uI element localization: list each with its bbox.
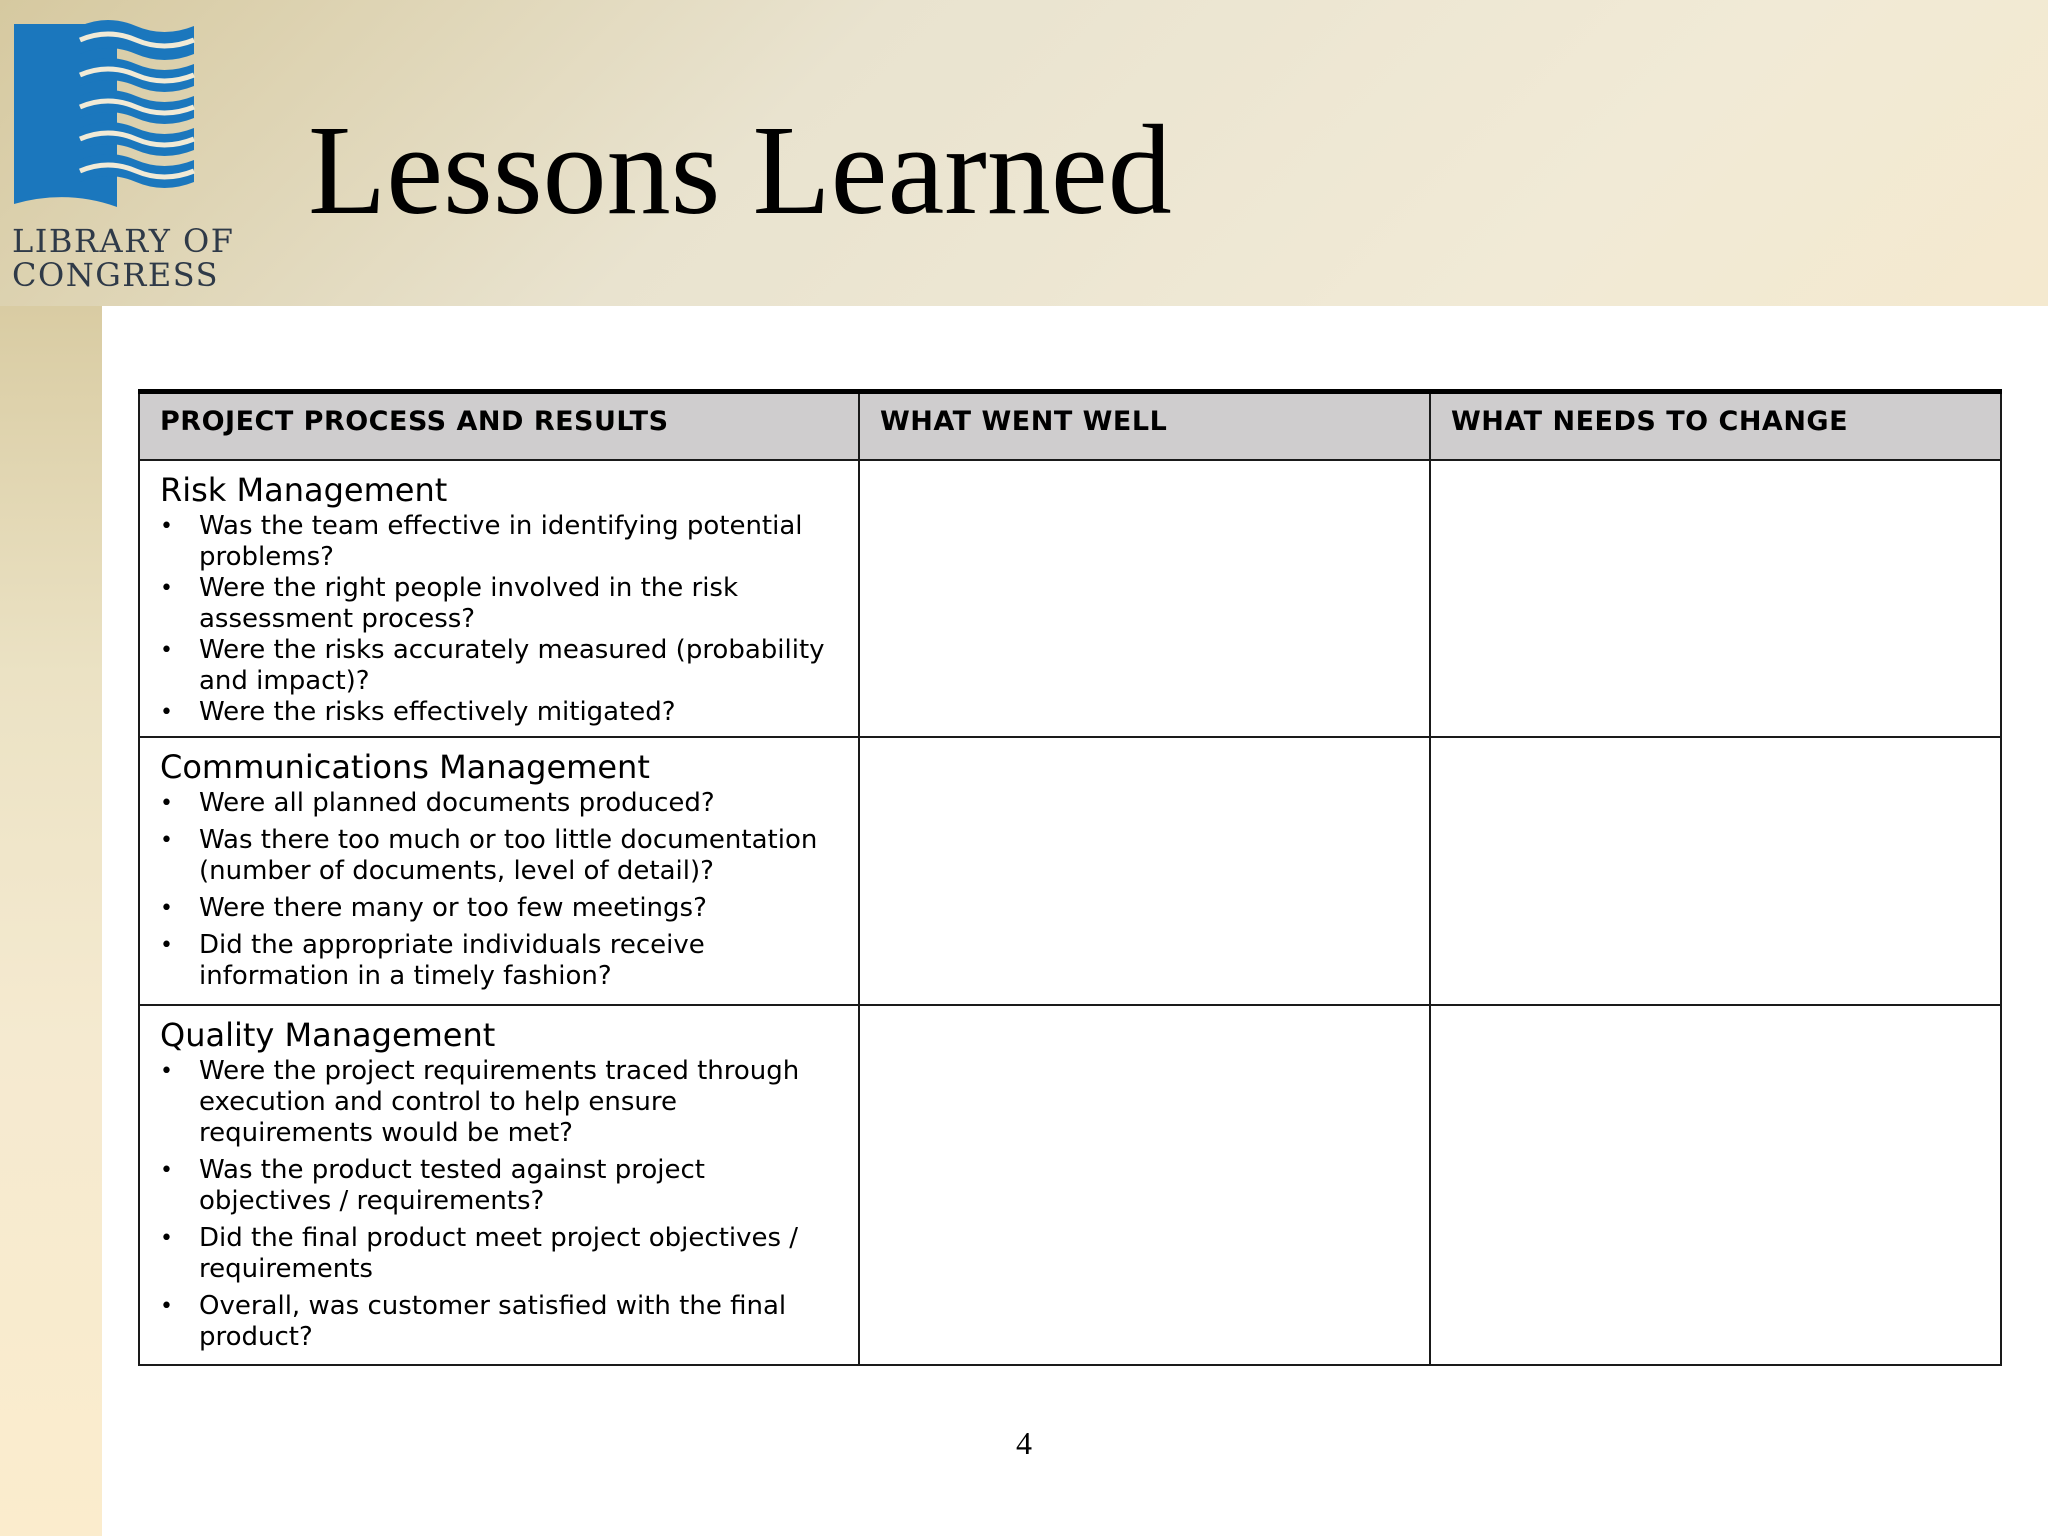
- question-list: [160, 1056, 838, 1353]
- slide-title: Lessons Learned: [308, 99, 1172, 241]
- list-item: • Were all planned documents produced?: [160, 788, 838, 819]
- list-item: • Were the project requirements traced through execution and control to help ensure requirements would be met?: [160, 1056, 838, 1149]
- header-project-process: PROJECT PROCESS AND RESULTS: [139, 392, 859, 461]
- process-cell: [139, 1005, 859, 1365]
- list-item: • Was the team effective in identifying potential problems?: [160, 511, 838, 573]
- header-what-went-well: WHAT WENT WELL: [859, 392, 1430, 461]
- question-list: [160, 788, 838, 992]
- list-item: • Was there too much or too little documentation (number of documents, level of detail)?: [160, 825, 838, 887]
- table-row-quality-management: [139, 1005, 2001, 1365]
- list-item: • Were the right people involved in the risk assessment process?: [160, 573, 838, 635]
- logo-wordmark: [12, 224, 242, 292]
- list-item: • Was the product tested against project objectives / requirements?: [160, 1155, 838, 1217]
- list-item: • Were there many or too few meetings?: [160, 893, 838, 924]
- logo-line-2: CONGRESS: [12, 256, 220, 294]
- library-of-congress-logo: [12, 14, 238, 294]
- lessons-learned-table: [138, 389, 2002, 1366]
- section-heading-risk-management: Risk Management: [160, 471, 448, 509]
- list-item: • Were the risks accurately measured (probability and impact)?: [160, 635, 838, 697]
- table-row-communications-management: [139, 737, 2001, 1005]
- needs-change-cell: [1430, 460, 2001, 737]
- header-what-needs-to-change: WHAT NEEDS TO CHANGE: [1430, 392, 2001, 461]
- list-item: • Did the final product meet project objectives / requirements: [160, 1223, 838, 1285]
- table-header-row: [139, 392, 2001, 461]
- question-list: [160, 511, 838, 728]
- page-number: 4: [1016, 1425, 1032, 1461]
- list-item: • Overall, was customer satisfied with the final product?: [160, 1291, 838, 1353]
- process-cell: [139, 460, 859, 737]
- library-of-congress-book-waves-icon: [12, 14, 238, 214]
- table-row-risk-management: [139, 460, 2001, 737]
- section-heading-quality-management: Quality Management: [160, 1016, 496, 1054]
- needs-change-cell: [1430, 1005, 2001, 1365]
- section-heading-communications-management: Communications Management: [160, 748, 650, 786]
- logo-line-1: LIBRARY OF: [12, 222, 235, 260]
- needs-change-cell: [1430, 737, 2001, 1005]
- process-cell: [139, 737, 859, 1005]
- went-well-cell: [859, 460, 1430, 737]
- left-decorative-band: [0, 306, 102, 1536]
- list-item: • Did the appropriate individuals receive information in a timely fashion?: [160, 930, 838, 992]
- went-well-cell: [859, 1005, 1430, 1365]
- list-item: • Were the risks effectively mitigated?: [160, 697, 838, 728]
- went-well-cell: [859, 737, 1430, 1005]
